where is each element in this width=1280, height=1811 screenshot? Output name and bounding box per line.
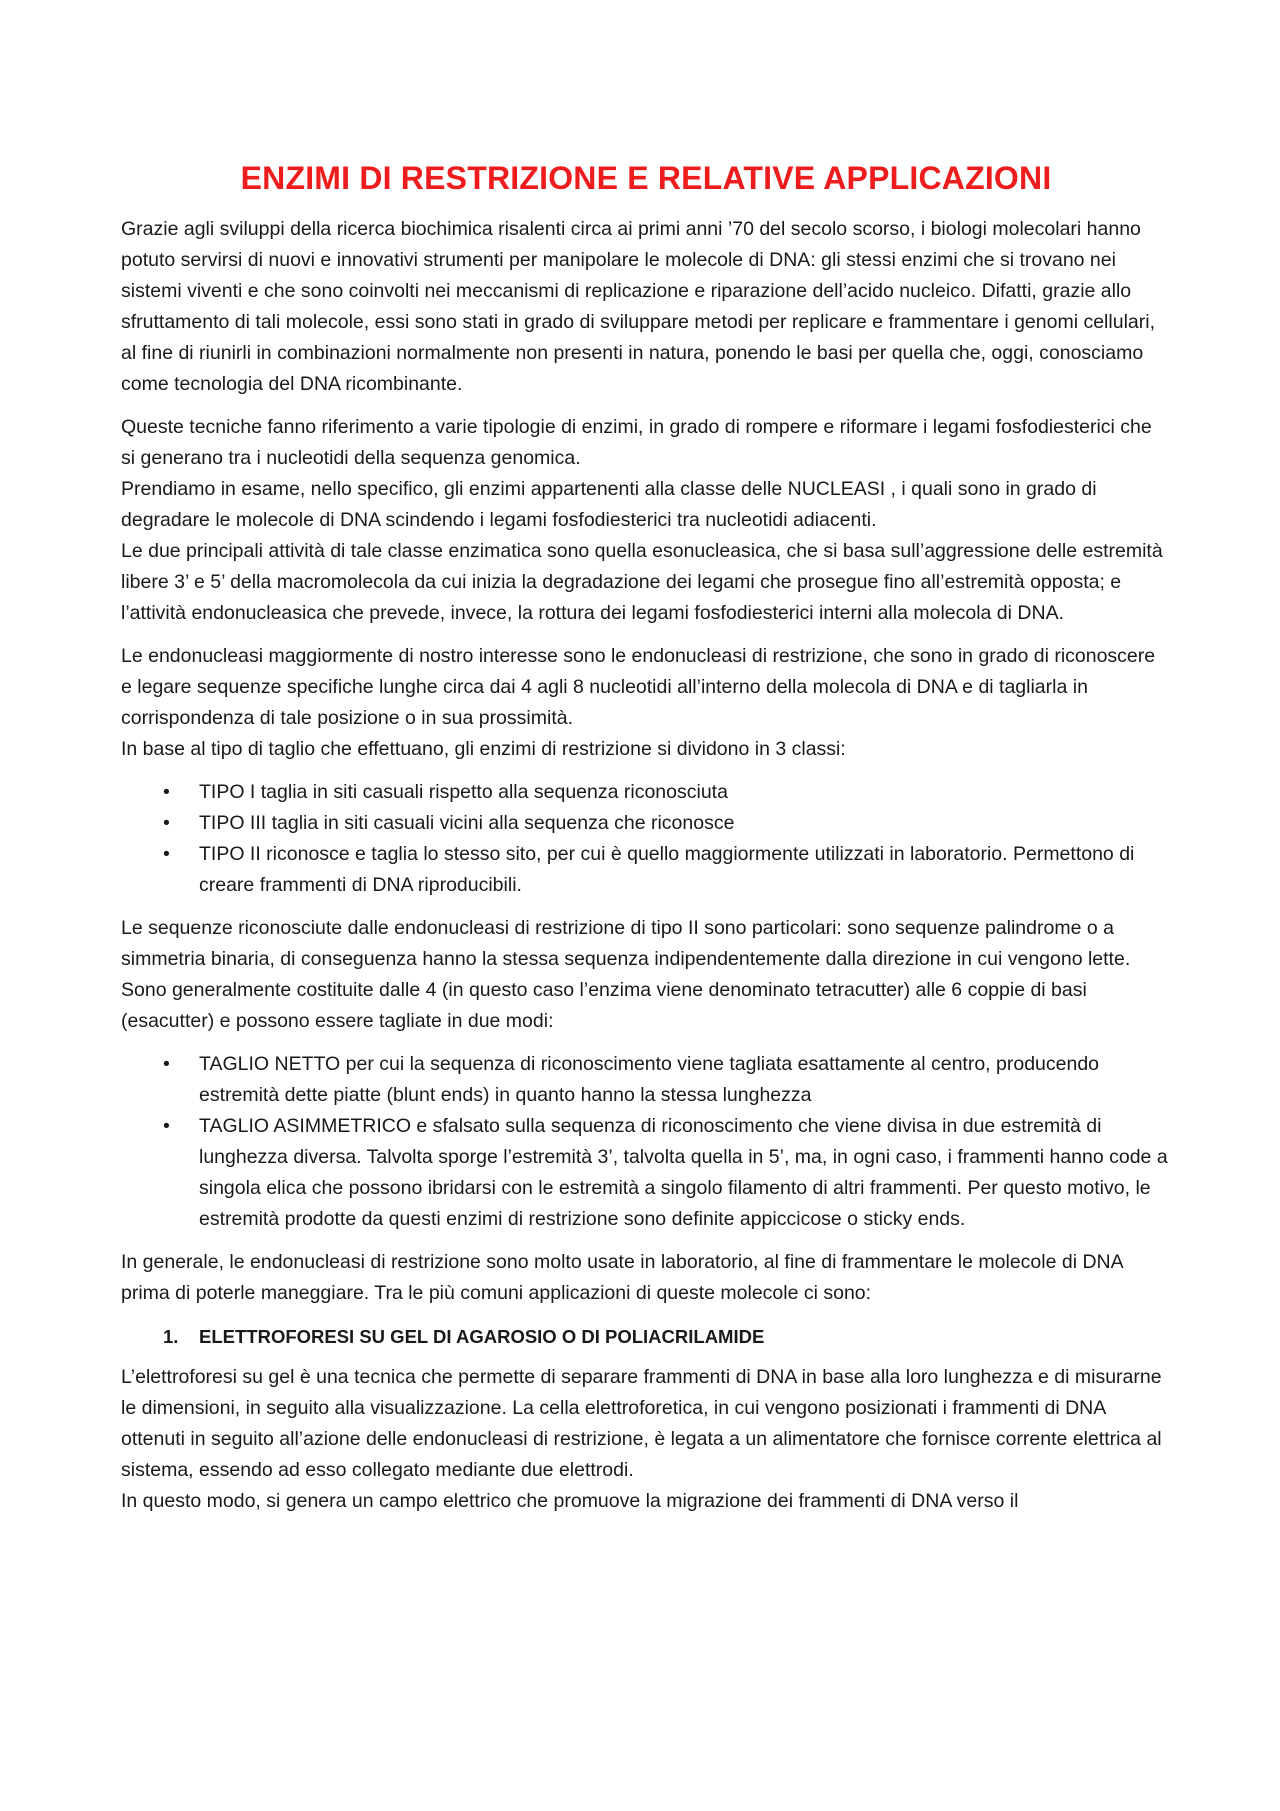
applications-intro-paragraph: In generale, le endonucleasi di restrizione sono molto usate in laboratorio, al fine di frammentare le molecole di DNA prima di poterle maneggiare. Tra le più comuni applicazioni di queste molecole ci sono: [121, 1251, 1123, 1304]
list-item: • TAGLIO NETTO per cui la sequenza di riconoscimento viene tagliata esattamente al centro, producendo estremità dette piatte (blunt ends) in quanto hanno la stessa lunghezza [121, 1049, 1171, 1111]
intro-paragraph: Grazie agli sviluppi della ricerca biochimica risalenti circa ai primi anni ’70 del secolo scorso, i biologi molecolari hanno potuto servirsi di nuovi e innovativi strumenti per manipolare le molecole di DNA: gli stessi enzimi che si trovano nei sistemi viventi e che sono coinvolti nei meccanismi di replicazione e riparazione dell’acido nucleico. Difatti, grazie allo sfruttamento di tali molecole, essi sono stati in grado di sviluppare metodi per replicare e frammentare i genomi cellulari, al fine di riunirli in combinazioni normalmente non presenti in natura, ponendo le basi per quella che, oggi, conosciamo come tecnologia del DNA ricombinante. [121, 218, 1155, 395]
list-item: • TAGLIO ASIMMETRICO e sfalsato sulla sequenza di riconoscimento che viene divisa in due estremità di lunghezza diversa. Talvolta sporge l’estremità 3’, talvolta quella in 5’, ma, in ogni caso, i frammenti hanno code a singola elica che possono ibridarsi con le estremità a singolo filamento di altri frammenti. Per questo motivo, le estremità prodotte da questi enzimi di restrizione sono definite appiccicose o sticky ends. [121, 1111, 1171, 1235]
list-item: • TIPO III taglia in siti casuali vicini alla sequenza che riconosce [121, 808, 1171, 839]
nucleases-paragraph [121, 412, 1171, 629]
list-item: • TIPO II riconosce e taglia lo stesso sito, per cui è quello maggiormente utilizzati in laboratorio. Permettono di creare frammenti di DNA riproducibili. [121, 839, 1171, 901]
list-number: 1. [163, 1326, 179, 1347]
enzyme-types-list [121, 777, 1171, 901]
application-heading: ELETTROFORESI SU GEL DI AGAROSIO O DI POLIACRILAMIDE [199, 1326, 765, 1347]
electrophoresis-line-2: In questo modo, si genera un campo elettrico che promuove la migrazione dei frammenti di DNA verso il [121, 1490, 1019, 1512]
bullet-icon: • [163, 781, 170, 803]
restriction-endonucleases-paragraph [121, 641, 1171, 765]
document-title: ENZIMI DI RESTRIZIONE E RELATIVE APPLICAZIONI [240, 160, 1052, 196]
restriction-line-1: Le endonucleasi maggiormente di nostro interesse sono le endonucleasi di restrizione, che sono in grado di riconoscere e legare sequenze specifiche lunghe circa dai 4 agli 8 nucleotidi all’interno della molecola di DNA e di tagliarla in corrispondenza di tale posizione o in sua prossimità. [121, 645, 1156, 729]
nucleases-line-3: Le due principali attività di tale classe enzimatica sono quella esonucleasica, che si basa sull’aggressione delle estremità libere 3’ e 5’ della macromolecola da cui inizia la degradazione dei legami che prosegue fino all’estremità opposta; e l’attività endonucleasica che prevede, invece, la rottura dei legami fosfodiesterici interni alla molecola di DNA. [121, 540, 1163, 624]
bullet-icon: • [163, 812, 170, 834]
list-item [121, 1321, 1171, 1352]
restriction-line-2: In base al tipo di taglio che effettuano, gli enzimi di restrizione si dividono in 3 classi: [121, 738, 846, 760]
palindromic-sequences-paragraph: Le sequenze riconosciute dalle endonucleasi di restrizione di tipo II sono particolari: sono sequenze palindrome o a simmetria binaria, di conseguenza hanno la stessa sequenza indipendentemente dalla direzione in cui vengono lette. Sono generalmente costituite dalle 4 (in questo caso l’enzima viene denominato tetracutter) alle 6 coppie di basi (esacutter) e possono essere tagliate in due modi: [121, 917, 1131, 1032]
cut-types-list [121, 1049, 1171, 1235]
bullet-icon: • [163, 1053, 170, 1075]
document-body [121, 158, 1171, 1529]
nucleases-line-2: Prendiamo in esame, nello specifico, gli enzimi appartenenti alla classe delle NUCLEASI , i quali sono in grado di degradare le molecole di DNA scindendo i legami fosfodiesterici tra nucleotidi adiacenti. [121, 478, 1097, 531]
nucleases-line-1: Queste tecniche fanno riferimento a varie tipologie di enzimi, in grado di rompere e riformare i legami fosfodiesterici che si generano tra i nucleotidi della sequenza genomica. [121, 416, 1152, 469]
list-item: • TIPO I taglia in siti casuali rispetto alla sequenza riconosciuta [121, 777, 1171, 808]
bullet-icon: • [163, 843, 170, 865]
applications-list [121, 1321, 1171, 1352]
electrophoresis-paragraph [121, 1362, 1171, 1517]
electrophoresis-line-1: L’elettroforesi su gel è una tecnica che permette di separare frammenti di DNA in base alla loro lunghezza e di misurarne le dimensioni, in seguito alla visualizzazione. La cella elettroforetica, in cui vengono posizionati i frammenti di DNA ottenuti in seguito all’azione delle endonucleasi di restrizione, è legata a un alimentatore che fornisce corrente elettrica al sistema, essendo ad esso collegato mediante due elettrodi. [121, 1366, 1162, 1481]
bullet-icon: • [163, 1115, 170, 1137]
